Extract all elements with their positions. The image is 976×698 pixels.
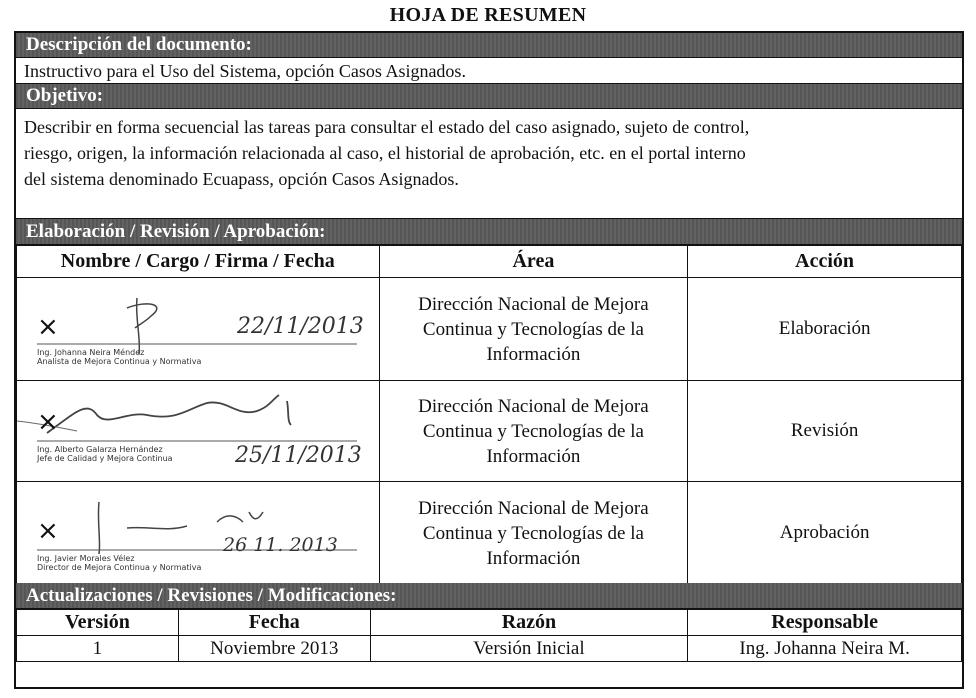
version-cell: 1 [17,636,179,662]
page-title: HOJA DE RESUMEN [389,4,587,26]
table-row [17,278,962,381]
area-line: Dirección Nacional de Mejora [418,497,649,519]
objetivo-line-2: riesgo, origen, la información relacionada al caso, el historial de aprobación, etc. en el portal interno [24,143,746,163]
elaboracion-header-row [17,246,962,278]
signature-mark: × [37,407,59,437]
objetivo-text [16,109,962,219]
objetivo-line-3: del sistema denominado Ecuapass, opción Casos Asignados. [24,169,459,189]
signer-name: Ing. Javier Morales Vélez [37,554,135,563]
signer-role: Jefe de Calidad y Mejora Continua [37,454,173,463]
area-line: Continua y Tecnologías de la [422,522,644,544]
signer-name: Ing. Johanna Neira Méndez [37,348,145,357]
col-fecha: Fecha [178,610,370,636]
signature-date: 22/11/2013 [237,314,364,339]
actualizaciones-header-row [17,610,962,636]
accion-cell: Elaboración [688,278,962,381]
responsable-cell: Ing. Johanna Neira M. [688,636,962,662]
descripcion-text: Instructivo para el Uso del Sistema, opción Casos Asignados. [16,58,962,84]
elaboracion-table [16,245,962,585]
area-line: Continua y Tecnologías de la [422,318,644,340]
area-line: Dirección Nacional de Mejora [418,293,649,315]
area-cell [379,381,688,482]
col-area: Área [379,246,688,278]
accion-cell: Aprobación [688,482,962,585]
col-accion: Acción [688,246,962,278]
accion-cell: Revisión [688,381,962,482]
area-line: Información [486,343,581,365]
section-header-elaboracion: Elaboración / Revisión / Aprobación: [16,219,962,245]
actualizaciones-table [16,609,962,662]
signature-cell [17,482,380,585]
signature-block [17,482,379,584]
signer-info [37,554,201,572]
col-responsable: Responsable [688,610,962,636]
col-nombre: Nombre / Cargo / Firma / Fecha [17,246,380,278]
signature-cell [17,381,380,482]
objetivo-line-1: Describir en forma secuencial las tareas para consultar el estado del caso asignado, sujeto de control, [24,117,750,137]
col-version: Versión [17,610,179,636]
signature-date: 26 11. 2013 [223,534,338,556]
area-cell [379,482,688,585]
table-row [17,636,962,662]
signer-role: Director de Mejora Continua y Normativa [37,563,202,572]
area-line: Información [486,445,581,467]
signer-info [37,445,173,463]
col-razon: Razón [370,610,688,636]
area-line: Continua y Tecnologías de la [422,420,644,442]
signature-block [17,381,379,481]
table-row [17,482,962,585]
section-header-descripcion: Descripción del documento: [16,33,962,58]
signer-role: Analista de Mejora Continua y Normativa [37,357,202,366]
table-row [17,381,962,482]
section-header-actualizaciones: Actualizaciones / Revisiones / Modificaciones: [16,583,962,609]
signature-block [17,278,379,380]
summary-sheet [14,31,964,689]
fecha-cell: Noviembre 2013 [178,636,370,662]
signature-mark: × [37,516,59,546]
signer-name: Ing. Alberto Galarza Hernández [37,445,163,454]
razon-cell: Versión Inicial [370,636,688,662]
signature-mark: × [37,312,59,342]
signature-cell [17,278,380,381]
section-header-objetivo: Objetivo: [16,84,962,109]
signature-date: 25/11/2013 [235,443,362,468]
signer-info [37,348,201,366]
area-line: Dirección Nacional de Mejora [418,395,649,417]
area-line: Información [486,547,581,569]
area-cell [379,278,688,381]
